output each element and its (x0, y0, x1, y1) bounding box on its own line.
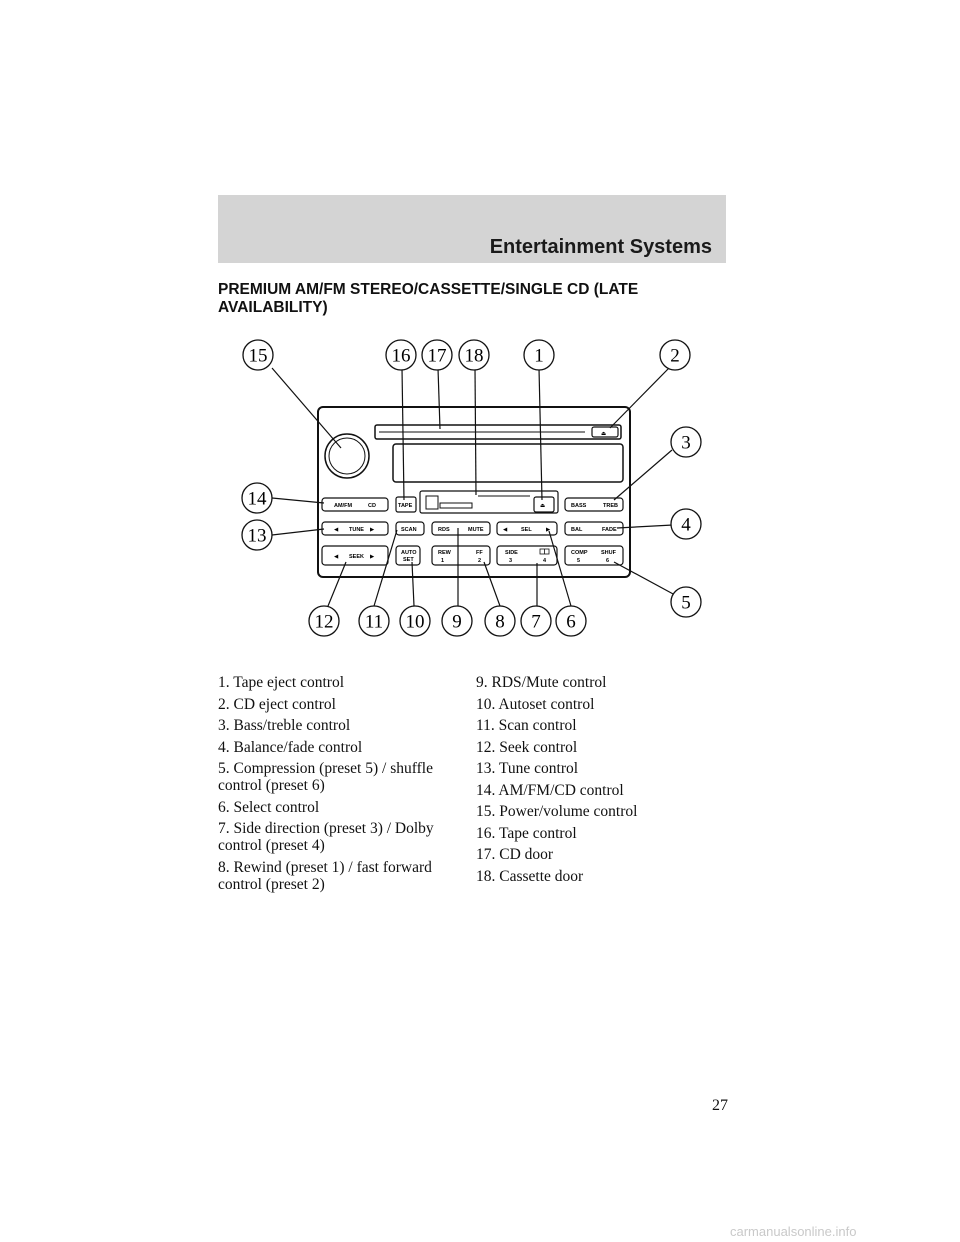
preset-3-label: 3 (509, 558, 513, 564)
bass-label: BASS (571, 503, 587, 509)
eject-icon: ⏏ (601, 431, 607, 437)
page-header-title: Entertainment Systems (489, 236, 712, 258)
legend-item: 9. RDS/Mute control (476, 674, 607, 691)
callout-number: 11 (364, 611, 384, 633)
rds-label: RDS (438, 527, 450, 533)
sel-label: SEL (521, 527, 532, 533)
callout-number: 14 (247, 488, 267, 510)
callout-number: 3 (681, 432, 691, 454)
tape-label: TAPE (398, 503, 413, 509)
legend-item: 14. AM/FM/CD control (476, 781, 624, 799)
seek-label: SEEK (349, 554, 364, 560)
callout-number: 4 (681, 514, 691, 536)
callout-number: 1 (534, 345, 544, 367)
preset-6-label: 6 (606, 558, 610, 564)
callout-number: 15 (248, 345, 268, 367)
legend-item: 1. Tape eject control (218, 674, 345, 691)
legend-left (218, 674, 463, 897)
treb-label: TREB (603, 503, 618, 509)
legend-item: 18. Cassette door (476, 867, 584, 885)
legend-item: 17. CD door (476, 846, 554, 863)
callout-number: 18 (464, 345, 484, 367)
tune-label: TUNE (349, 527, 364, 533)
legend-item: 11. Scan control (476, 717, 577, 734)
callout-number: 16 (391, 345, 411, 367)
legend-item: 4. Balance/fade control (218, 738, 363, 756)
amfm-cd-button[interactable] (322, 498, 388, 511)
legend-item: 13. Tune control (476, 760, 579, 777)
legend-item: 15. Power/volume control (476, 803, 638, 820)
callout-number: 12 (314, 611, 334, 633)
left-arrow-icon: ◀ (503, 527, 508, 533)
bal-label: BAL (571, 527, 583, 533)
ff-label: FF (476, 550, 483, 556)
preset-1-label: 1 (441, 558, 445, 564)
legend-right (476, 674, 726, 889)
left-arrow-icon: ◀ (334, 527, 339, 533)
legend-item: 5. Compression (preset 5) / shuffle control (preset 6) (218, 760, 433, 794)
mute-label: MUTE (468, 527, 484, 533)
callout-number: 9 (452, 611, 462, 633)
page-number: 27 (712, 1097, 728, 1114)
scan-label: SCAN (401, 527, 417, 533)
preset-4-label: 4 (543, 558, 547, 564)
legend-item: 2. CD eject control (218, 695, 336, 713)
side-label: SIDE (505, 550, 518, 556)
left-arrow-icon: ◀ (334, 554, 339, 560)
auto-label: AUTO (401, 550, 417, 556)
fade-label: FADE (602, 527, 617, 533)
right-arrow-icon: ▶ (546, 527, 551, 533)
callout-number: 17 (427, 345, 447, 367)
right-arrow-icon: ▶ (370, 527, 375, 533)
callout-number: 6 (566, 611, 576, 633)
callout-number: 8 (495, 611, 505, 633)
legend-item: 7. Side direction (preset 3) / Dolby control (preset 4) (218, 820, 434, 854)
callout-number: 7 (531, 611, 541, 633)
watermark: carmanualsonline.info (730, 1224, 857, 1239)
callout-number: 13 (247, 525, 267, 547)
legend-item: 16. Tape control (476, 824, 577, 842)
preset-5-label: 5 (577, 558, 581, 564)
set-label: SET (403, 557, 414, 563)
legend-item: 12. Seek control (476, 738, 578, 756)
shuf-label: SHUF (601, 550, 616, 556)
callout-number: 10 (405, 611, 425, 633)
cd-label: CD (368, 503, 376, 509)
callout-number: 2 (670, 345, 680, 367)
rew-label: REW (438, 550, 451, 556)
eject-icon: ⏏ (540, 503, 546, 509)
power-volume-knob[interactable] (325, 434, 369, 478)
legend-item: 10. Autoset control (476, 695, 595, 713)
display-window (393, 444, 623, 482)
right-arrow-icon: ▶ (370, 554, 375, 560)
preset-2-label: 2 (478, 558, 482, 564)
section-heading: PREMIUM AM/FM STEREO/CASSETTE/SINGLE CD (LATE AVAILABILITY) (218, 281, 639, 316)
comp-label: COMP (571, 550, 588, 556)
legend-item: 6. Select control (218, 798, 320, 816)
legend-item: 8. Rewind (preset 1) / fast forward control (preset 2) (218, 858, 432, 893)
callout-number: 5 (681, 592, 691, 614)
legend-item: 3. Bass/treble control (218, 717, 351, 734)
amfm-label: AM/FM (334, 503, 353, 509)
